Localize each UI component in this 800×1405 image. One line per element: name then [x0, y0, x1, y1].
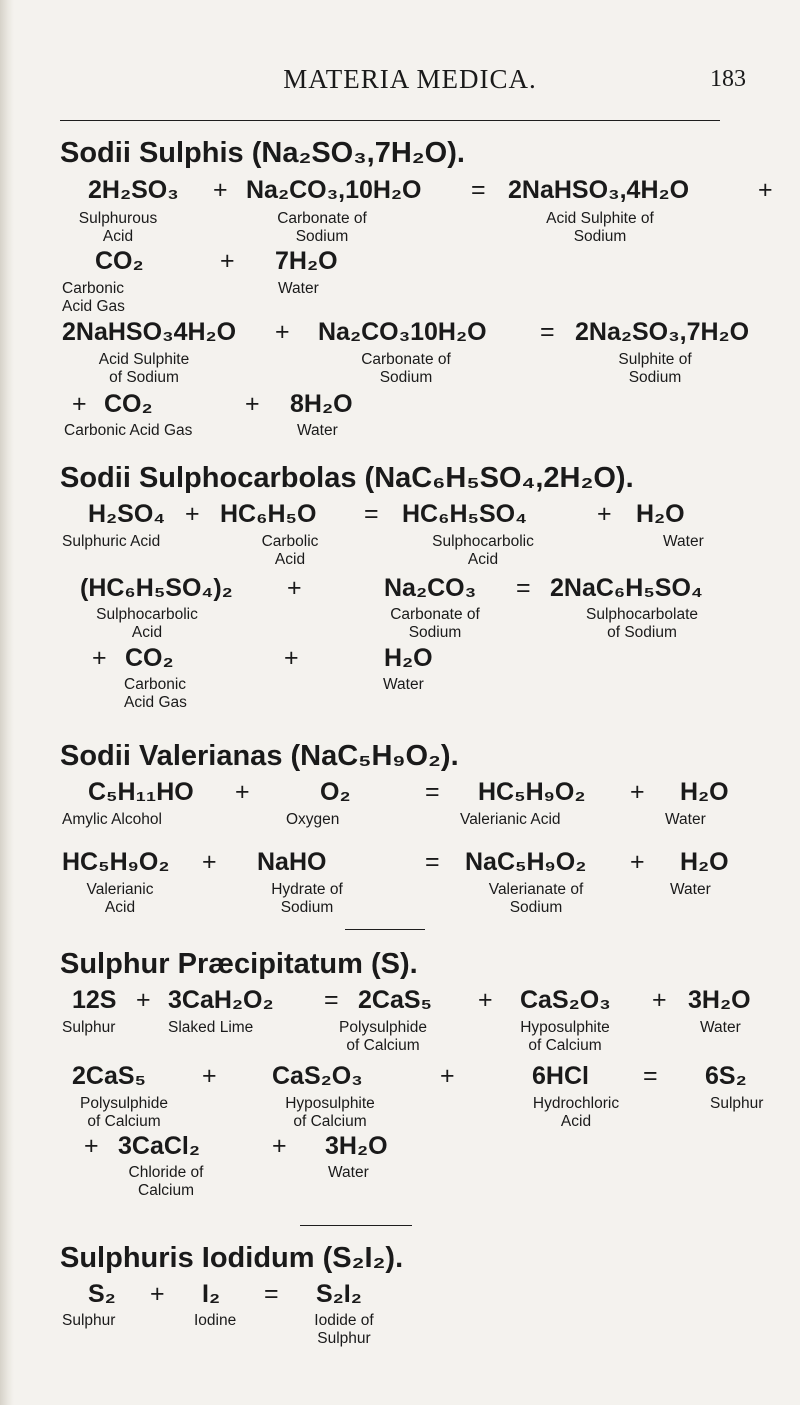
formula: (HC₆H₅SO₄)₂: [80, 574, 233, 602]
plus-operator: +: [287, 574, 302, 602]
equals-operator: =: [264, 1280, 279, 1308]
formula: CaS₂O₃: [520, 986, 611, 1014]
formula: 12S: [72, 986, 117, 1014]
formula: 6S₂: [705, 1062, 747, 1090]
plus-operator: +: [202, 848, 217, 876]
section-divider: [345, 929, 425, 930]
reactant-label: Sulphuric Acid: [62, 533, 161, 550]
equals-operator: =: [643, 1062, 658, 1090]
formula: CO₂: [125, 644, 174, 672]
section-divider: [300, 1225, 412, 1226]
plus-operator: +: [478, 986, 493, 1014]
plus-operator: +: [220, 247, 235, 275]
formula: CO₂: [95, 247, 144, 275]
product-label: Water: [383, 676, 424, 693]
plus-operator: +: [652, 986, 667, 1014]
formula: I₂: [202, 1280, 221, 1308]
product-label: Sulphur: [710, 1095, 764, 1112]
formula: 7H₂O: [275, 247, 338, 275]
page-edge-shadow: [0, 0, 14, 1405]
product-label: Acid Sulphite of Sodium: [546, 210, 654, 245]
formula: H₂O: [680, 848, 729, 876]
product-label: Valerianate of Sodium: [488, 881, 584, 916]
formula: 3CaCl₂: [118, 1132, 200, 1160]
reactant-label: Slaked Lime: [168, 1019, 254, 1036]
plus-operator: +: [202, 1062, 217, 1090]
reactant-label: Sulphur: [62, 1019, 116, 1036]
formula: Na₂CO₃10H₂O: [318, 318, 487, 346]
plus-operator: +: [440, 1062, 455, 1090]
reactant-label: Amylic Alcohol: [62, 811, 162, 828]
formula: 2H₂SO₃: [88, 176, 179, 204]
product-label: Water: [278, 280, 319, 297]
plus-operator: +: [630, 778, 645, 806]
formula: 6HCl: [532, 1062, 589, 1090]
reactant-label: Carbonate of Sodium: [390, 606, 480, 641]
product-label: Polysulphide of Calcium: [339, 1019, 427, 1054]
equals-operator: =: [425, 778, 440, 806]
plus-operator: +: [92, 644, 107, 672]
formula: HC₆H₅SO₄: [402, 500, 528, 528]
formula: Na₂CO₃,10H₂O: [246, 176, 422, 204]
equals-operator: =: [471, 176, 486, 204]
header-rule: [60, 120, 720, 121]
reactant-label: Sulphur: [62, 1312, 116, 1329]
formula: 2CaS₅: [72, 1062, 146, 1090]
reactant-label: Polysulphide of Calcium: [80, 1095, 168, 1130]
formula: CO₂: [104, 390, 153, 418]
section-title-sodii-valerianas: Sodii Valerianas (NaC₅H₉O₂).: [60, 740, 459, 772]
plus-operator: +: [758, 176, 773, 204]
plus-operator: +: [597, 500, 612, 528]
formula: 8H₂O: [290, 390, 353, 418]
product-label: Water: [663, 533, 704, 550]
plus-operator: +: [72, 390, 87, 418]
formula: CaS₂O₃: [272, 1062, 363, 1090]
plus-operator: +: [272, 1132, 287, 1160]
reactant-label: Hydrate of Sodium: [271, 881, 343, 916]
formula: HC₅H₉O₂: [62, 848, 170, 876]
formula: HC₅H₉O₂: [478, 778, 586, 806]
product-label: Water: [297, 422, 338, 439]
plus-operator: +: [235, 778, 250, 806]
page-number: 183: [710, 66, 746, 92]
reactant-label: Sulphurous Acid: [78, 210, 158, 245]
product-label: Valerianic Acid: [460, 811, 561, 828]
plus-operator: +: [630, 848, 645, 876]
product-label: Iodide of Sulphur: [314, 1312, 374, 1347]
formula: NaHO: [257, 848, 327, 876]
product-label: Sulphite of Sodium: [618, 351, 692, 386]
formula: NaC₅H₉O₂: [465, 848, 587, 876]
equals-operator: =: [324, 986, 339, 1014]
equals-operator: =: [540, 318, 555, 346]
reactant-label: Carbonate of Sodium: [277, 210, 367, 245]
formula: S₂: [88, 1280, 116, 1308]
reactant-label: Oxygen: [286, 811, 340, 828]
formula: 2NaHSO₃4H₂O: [62, 318, 237, 346]
formula: 2NaHSO₃,4H₂O: [508, 176, 690, 204]
plus-operator: +: [275, 318, 290, 346]
product-label: Water: [670, 881, 711, 898]
formula: 2NaC₆H₅SO₄: [550, 574, 703, 602]
reactant-label: Sulphocarbolic Acid: [96, 606, 198, 641]
plus-operator: +: [213, 176, 228, 204]
product-label: Chloride of Calcium: [128, 1164, 204, 1199]
section-title-sulphur-praecipitatum: Sulphur Præcipitatum (S).: [60, 948, 418, 980]
product-label: Sulphocarbolic Acid: [432, 533, 534, 568]
reactant-label: Valerianic Acid: [86, 881, 154, 916]
reactant-label: Hyposulphite of Calcium: [285, 1095, 375, 1130]
reactant-label: Carbonate of Sodium: [361, 351, 451, 386]
plus-operator: +: [84, 1132, 99, 1160]
product-label: Water: [700, 1019, 741, 1036]
formula: H₂O: [680, 778, 729, 806]
running-header-title: MATERIA MEDICA.: [283, 64, 537, 94]
formula: 2CaS₅: [358, 986, 432, 1014]
equals-operator: =: [364, 500, 379, 528]
reactant-label: Hydrochloric Acid: [532, 1095, 620, 1130]
section-title-sodii-sulphis: Sodii Sulphis (Na₂SO₃,7H₂O).: [60, 137, 465, 169]
formula: 3CaH₂O₂: [168, 986, 274, 1014]
reactant-label: Carbolic Acid: [261, 533, 319, 568]
plus-operator: +: [284, 644, 299, 672]
equals-operator: =: [516, 574, 531, 602]
formula: H₂SO₄: [88, 500, 166, 528]
product-label: Hyposulphite of Calcium: [520, 1019, 610, 1054]
section-title-sodii-sulphocarbolas: Sodii Sulphocarbolas (NaC₆H₅SO₄,2H₂O).: [60, 462, 634, 494]
formula: 2Na₂SO₃,7H₂O: [575, 318, 750, 346]
product-label: Water: [328, 1164, 369, 1181]
product-label: Carbonic Acid Gas: [62, 280, 125, 315]
plus-operator: +: [185, 500, 200, 528]
formula: S₂I₂: [316, 1280, 362, 1308]
plus-operator: +: [136, 986, 151, 1014]
product-label: Carbonic Acid Gas: [64, 422, 193, 439]
plus-operator: +: [150, 1280, 165, 1308]
formula: C₅H₁₁HO: [88, 778, 194, 806]
section-title-sulphuris-iodidum: Sulphuris Iodidum (S₂I₂).: [60, 1242, 404, 1274]
equals-operator: =: [425, 848, 440, 876]
formula: H₂O: [384, 644, 433, 672]
formula: O₂: [320, 778, 351, 806]
reactant-label: Acid Sulphite of Sodium: [98, 351, 190, 386]
formula: H₂O: [636, 500, 685, 528]
reactant-label: Iodine: [194, 1312, 237, 1329]
product-label: Carbonic Acid Gas: [124, 676, 187, 711]
product-label: Water: [665, 811, 706, 828]
plus-operator: +: [245, 390, 260, 418]
formula: 3H₂O: [688, 986, 751, 1014]
formula: 3H₂O: [325, 1132, 388, 1160]
product-label: Sulphocarbolate of Sodium: [585, 606, 699, 641]
formula: Na₂CO₃: [384, 574, 477, 602]
formula: HC₆H₅O: [220, 500, 317, 528]
